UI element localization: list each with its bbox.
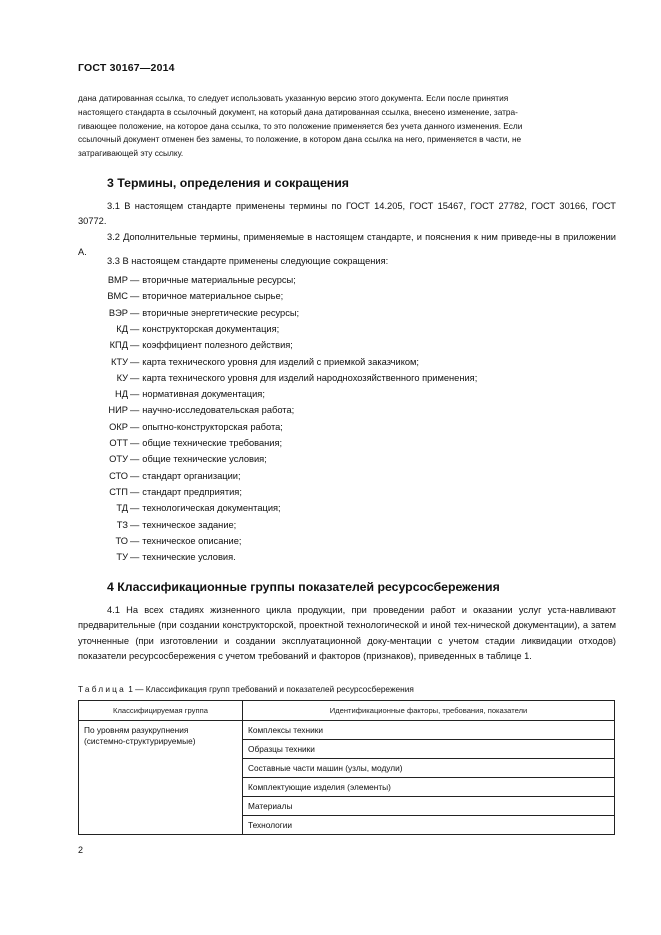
section-3-heading: 3 Термины, определения и сокращения [107,176,349,190]
table-header-factors: Идентификационные факторы, требования, показатели [243,701,615,721]
abbreviation-code: ОТУ [109,454,128,465]
intro-line: затрагивающей эту ссылку. [78,148,184,159]
abbreviation-dash: — [130,372,140,383]
abbreviation-text: опытно-конструкторская работа; [142,421,283,432]
abbreviation-text: техническое описание; [142,535,242,546]
abbreviation-dash: — [130,486,140,497]
abbreviation-code: ТУ [116,552,128,563]
abbreviation-text: техническое задание; [142,519,237,530]
abbreviation-code: КПД [109,340,128,351]
abbreviation-row [78,419,283,435]
table-cell-factor: Образцы техники [243,740,615,759]
paragraph-3-1: 3.1 В настоящем стандарте применены термины по ГОСТ 14.205, ГОСТ 15467, ГОСТ 27782, ГОСТ 30166, ГОСТ 30772. [78,201,616,227]
abbreviation-row [78,435,282,451]
table-cell-group [79,721,243,835]
document-header: ГОСТ 30167—2014 [78,62,175,74]
page-number: 2 [78,845,84,855]
abbreviation-row [78,484,242,500]
abbreviation-dash: — [130,291,140,302]
intro-paragraph [78,92,616,161]
abbreviation-text: карта технического уровня для изделий с приемкой заказчиком; [142,356,420,367]
abbreviation-code: КУ [116,372,128,383]
abbreviation-row [78,402,294,418]
abbreviation-row [78,451,267,467]
abbreviation-row [78,272,296,288]
abbreviation-code: НД [114,389,128,400]
table-row [79,721,615,740]
abbreviation-code: КД [116,323,128,334]
intro-line: ссылочный документ отменен без замены, то положение, в котором дана ссылка на него, применяется в части, не [78,134,522,145]
abbreviation-row [78,500,281,516]
abbreviation-code: ОТТ [109,438,128,448]
intro-line: гивающее положение, на которое дана ссылка, то это положение применяется без учета данного изменения. Если [78,120,523,131]
abbreviation-text: стандарт предприятия; [142,486,242,497]
table-cell-factor: Комплексы техники [243,721,615,740]
abbreviation-row [78,337,293,353]
abbreviation-code: ВМС [107,291,128,302]
abbreviation-dash: — [130,519,140,530]
abbreviation-row [78,533,241,549]
group-line: По уровням разукрупнения [84,725,189,735]
abbreviation-row [78,517,236,533]
abbreviation-text: коэффициент полезного действия; [142,340,293,351]
abbreviation-dash: — [130,552,140,563]
intro-line: настоящего стандарта в ссылочный документ, на который дана датированная ссылка, внесено изменение, затра- [78,106,518,117]
abbreviation-code: ТД [116,503,128,514]
abbreviation-dash: — [130,454,140,465]
table-caption [78,684,414,694]
abbreviation-code: НИР [108,405,128,416]
table-cell-factor: Комплектующие изделия (элементы) [243,778,615,797]
abbreviation-dash: — [130,405,140,416]
abbreviation-dash: — [130,503,140,514]
abbreviation-row [78,305,299,321]
abbreviation-row [78,321,279,337]
paragraph-3-3: 3.3 В настоящем стандарте применены следующие сокращения: [107,256,389,266]
abbreviation-text: нормативная документация; [142,389,265,400]
abbreviation-dash: — [130,323,140,334]
abbreviation-code: СТО [109,470,128,481]
abbreviation-text: технические условия. [142,552,236,563]
abbreviation-text: общие технические требования; [142,438,283,448]
abbreviation-row [78,549,236,565]
abbreviation-code: КТУ [110,356,128,367]
table-caption-label: Таблица [78,684,126,694]
abbreviation-code: СТП [109,486,128,497]
paragraph-4-1: 4.1 На всех стадиях жизненного цикла продукции, при проведении работ и оказании услуг уста-навливают предварительные (при создании конструкторской, проектной технологической и иной тех-нической документации), а затем уточненные (при изготовлении и создании эксплуатационной доку-ментации с учетом стадии ликвидации отходов) показатели ресурсосбережения с учетом требований и факторов (признаков), приведенных в таблице 1. [78,605,616,662]
abbreviation-text: вторичные энергетические ресурсы; [142,307,300,318]
abbreviation-text: карта технического уровня для изделий народнохозяйственного применения; [142,372,478,383]
abbreviation-dash: — [130,421,140,432]
abbreviation-row [78,370,477,386]
abbreviation-code: ОКР [109,421,128,432]
abbreviation-dash: — [130,438,140,448]
classification-table [78,700,615,835]
abbreviation-dash: — [130,275,140,285]
abbreviation-row [78,386,265,402]
abbreviation-code: ТО [115,535,128,546]
abbreviation-dash: — [130,389,140,400]
table-caption-text: 1 — Классификация групп требований и показателей ресурсосбережения [128,684,414,694]
abbreviation-text: вторичное материальное сырье; [142,291,284,302]
abbreviation-text: научно-исследовательская работа; [142,405,295,416]
abbreviation-text: общие технические условия; [142,454,267,465]
section-4-heading: 4 Классификационные группы показателей ресурсосбережения [107,580,500,594]
abbreviation-dash: — [130,340,140,351]
abbreviation-row [78,354,419,370]
abbreviation-row [78,468,241,484]
group-line: (системно-структурируемые) [84,736,196,746]
table-cell-factor: Составные части машин (узлы, модули) [243,759,615,778]
abbreviation-text: технологическая документация; [142,503,281,514]
abbreviation-dash: — [130,470,140,481]
table-cell-factor: Материалы [243,797,615,816]
abbreviation-text: вторичные материальные ресурсы; [142,275,296,285]
abbreviation-text: конструкторская документация; [142,323,280,334]
table-cell-factor: Технологии [243,816,615,835]
table-header-row [79,701,615,721]
abbreviation-dash: — [130,535,140,546]
abbreviation-code: ТЗ [116,519,128,530]
intro-line: дана датированная ссылка, то следует использовать указанную версию этого документа. Если после принятия [78,93,509,103]
paragraph-3-2: 3.2 Дополнительные термины, применяемые в настоящем стандарте, и пояснения к ним приведе-ны в приложении А. [78,232,616,258]
abbreviation-dash: — [130,307,140,318]
abbreviation-code: ВМР [107,275,128,285]
table-header-group: Классифицируемая группа [79,701,243,721]
abbreviation-dash: — [130,356,140,367]
abbreviation-row [78,288,283,304]
abbreviation-text: стандарт организации; [142,470,241,481]
abbreviation-code: ВЭР [108,307,128,318]
